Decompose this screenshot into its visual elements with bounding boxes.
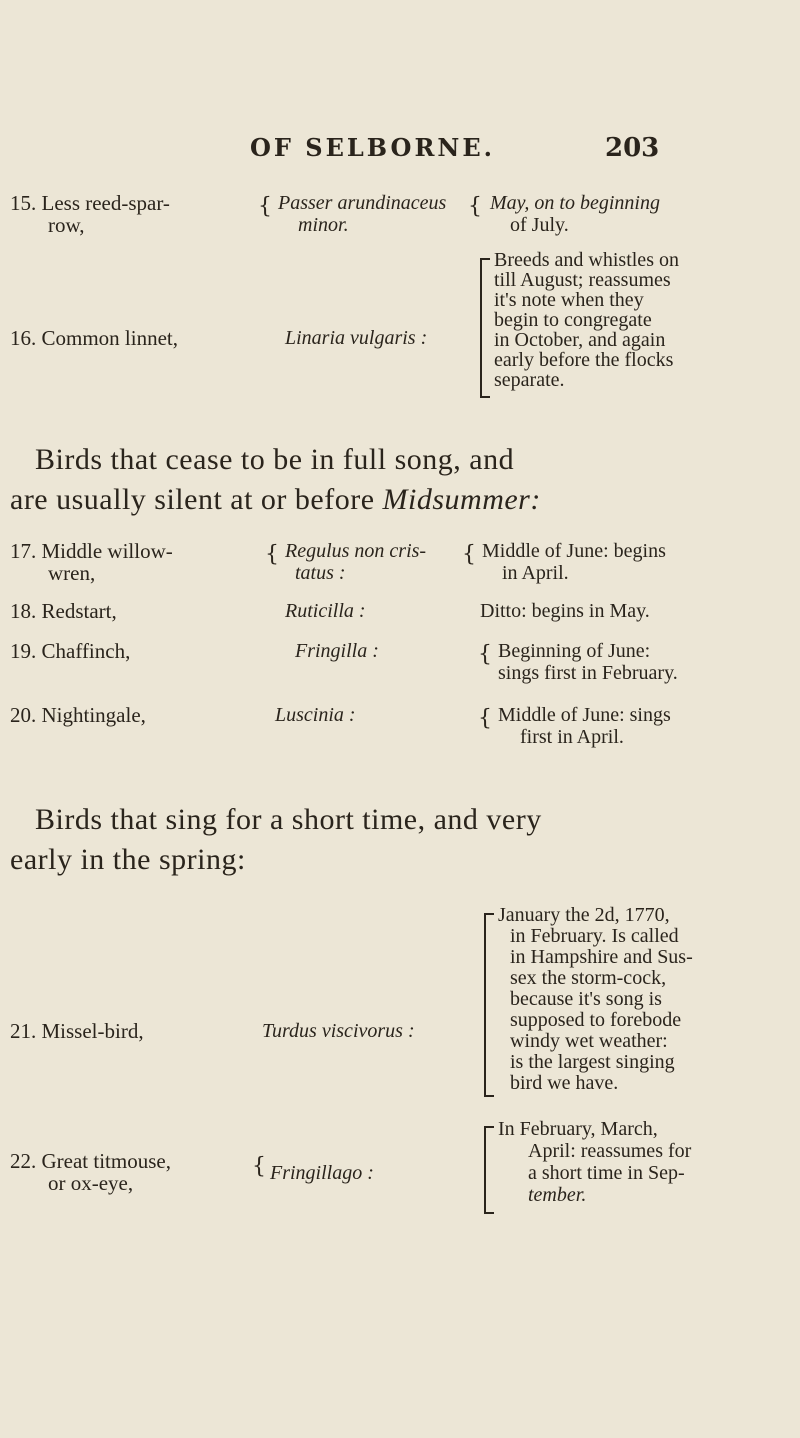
bird-common-name: 21. Missel-bird,	[10, 1019, 144, 1043]
section-heading: Birds that sing for a short time, and very early in the spring:	[10, 803, 542, 876]
song-note: May, on to beginning of July.	[490, 192, 660, 236]
bird-common-name: 22. Great titmouse, or ox-eye,	[10, 1149, 171, 1195]
bird-common-name: 19. Chaffinch,	[10, 639, 131, 663]
brace-icon: {	[265, 542, 279, 567]
bird-common-name: 18. Redstart,	[10, 599, 117, 623]
page-header	[0, 133, 800, 173]
brace-icon: {	[252, 1154, 266, 1179]
song-note: Middle of June: begins in April.	[482, 540, 666, 584]
brace-icon: {	[478, 706, 492, 731]
bird-common-name: 15. Less reed-spar- row,	[10, 191, 170, 237]
page-number: 203	[605, 133, 660, 163]
bird-latin-name: Regulus non cris- tatus :	[285, 540, 427, 584]
bird-common-name: 20. Nightingale,	[10, 703, 146, 727]
section-heading: Birds that cease to be in full song, and are usually silent at or before Midsummer:	[10, 443, 541, 516]
song-note: Breeds and whistles on till August; reassumes it's note when they begin to congregate in October, and again early before the flocks separate.	[494, 249, 679, 391]
brace-icon: {	[462, 542, 476, 567]
bird-latin-name: Passer arundinaceus minor.	[278, 192, 447, 236]
bird-latin-name: Fringillago :	[270, 1162, 374, 1184]
brace-icon	[484, 1126, 494, 1214]
brace-icon: {	[478, 642, 492, 667]
song-note: January the 2d, 1770, in February. Is called in Hampshire and Sus- sex the storm-cock, because it's song is supposed to forebode windy wet weather: is the largest singing bird we have.	[498, 904, 693, 1094]
bird-latin-name: Turdus viscivorus :	[262, 1020, 415, 1042]
running-title: OF SELBORNE.	[250, 133, 495, 162]
bird-common-name: 17. Middle willow- wren,	[10, 539, 173, 585]
bird-latin-name: Luscinia :	[275, 704, 356, 726]
brace-icon	[480, 258, 490, 398]
song-note: Middle of June: sings first in April.	[498, 704, 671, 748]
bird-common-name: 16. Common linnet,	[10, 326, 178, 350]
song-note: In February, March, April: reassumes for a short time in Sep- tember.	[498, 1118, 692, 1206]
brace-icon: {	[468, 194, 482, 219]
brace-icon	[484, 913, 494, 1097]
brace-icon: {	[258, 194, 272, 219]
song-note: Ditto: begins in May.	[480, 600, 650, 622]
song-note: Beginning of June: sings first in February.	[498, 640, 678, 684]
bird-latin-name: Ruticilla :	[285, 600, 366, 622]
bird-latin-name: Fringilla :	[295, 640, 379, 662]
bird-latin-name: Linaria vulgaris :	[285, 327, 428, 349]
